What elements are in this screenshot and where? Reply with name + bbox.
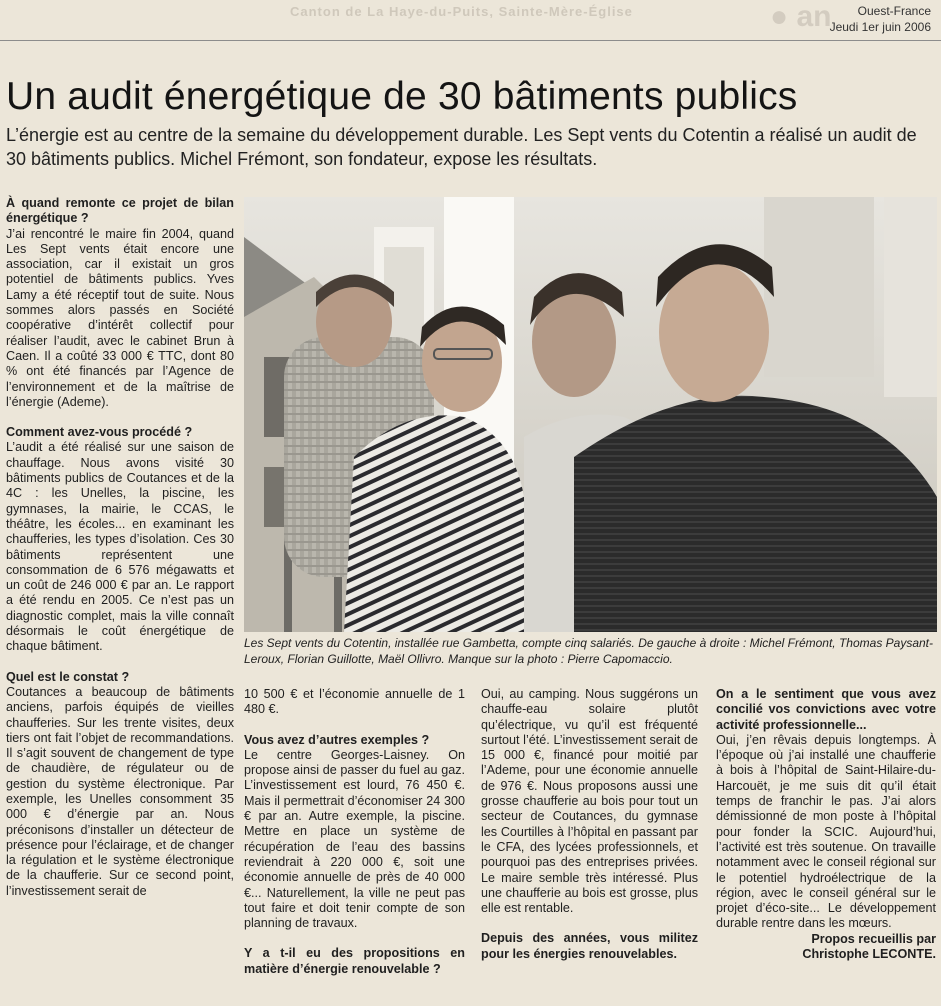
answer: Oui, j’en rêvais depuis longtemps. À l’époque où j’ai installé une chaufferie à bois à l’hôpital de Saint-Hilaire-du-Harcouët, je me suis dit qu’il était temps de franchir le pas. J’ai alors démissionné de mon poste à l’hôpital pour fonder la SCIC. Aujourd’hui, l’activité est très soutenue. On travaille notamment avec le conseil régional sur le potentiel hydroélectrique de la région, avec le conseil général sur le projet d’éco-site... Le développement durable rentre dans les mœurs.	[716, 732, 936, 931]
byline-author: Christophe LECONTE.	[802, 947, 936, 962]
answer: 10 500 € et l’économie annuelle de 1 480 €.	[244, 687, 465, 717]
header-rule	[0, 40, 941, 41]
issue-date: Jeudi 1er juin 2006	[829, 20, 931, 34]
answer: L’audit a été réalisé sur une saison de chauffage. Nous avons visité 30 bâtiments publics de Coutances et de la 4C : les Unelles, la piscine, les gymnases, la mairie, le CCAS, le théâtre, les écoles... en examinant les chaufferies, les types d’isolation. Ces 30 bâtiments représentent une consommation de 6 576 mégawatts et un coût de 246 000 € par an. Le rapport a été rendu en 2005. Ce n’est pas un diagnostic complet, mais la ville connaît désormais le coût énergétique de chaque bâtiment.	[6, 440, 234, 654]
question: Comment avez-vous procédé ?	[6, 425, 193, 440]
page-header	[830, 3, 931, 35]
newspaper-name: Ouest-France	[857, 4, 931, 18]
bleed-through-logo: ● an	[770, 0, 832, 33]
question: À quand remonte ce projet de bilan énergétique ?	[6, 196, 234, 226]
byline-prefix: Propos recueillis par	[811, 931, 936, 946]
bleed-through-text: Canton de La Haye-du-Puits, Sainte-Mère-Église	[290, 4, 633, 19]
article-column-4	[716, 687, 936, 962]
answer: Le centre Georges-Laisney. On propose ainsi de passer du fuel au gaz. L’investissement est lourd, 76 450 €. Mais il permettrait d’économiser 24 300 € par an. Autre exemple, la piscine. Mettre en place un système de récupération de l’eau des bassins reviendrait à 220 000 €, soit une économie annuelle de près de 40 000 €... Naturellement, la ville ne peut pas tout faire et doit tenir compte de son planning de travaux.	[244, 747, 465, 931]
answer: J’ai rencontré le maire fin 2004, quand Les Sept vents était encore une association, car il existait un gros potentiel de bâtiments publics. Yves Lamy a été réceptif tout de suite. Nous sommes alors passés en Société coopérative d’intérêt collectif pour réaliser l’audit, avec le cabinet Brun à Caen. Il a coûté 33 000 € TTC, dont 80 % ont été financés par l’Agence de l’environnement et de la maîtrise de l’énergie (Ademe).	[6, 226, 234, 409]
question: On a le sentiment que vous avez concilié vos convictions avec votre activité professionnelle...	[716, 687, 936, 732]
question: Vous avez d’autres exemples ?	[244, 732, 430, 747]
photo-caption: Les Sept vents du Cotentin, installée rue Gambetta, compte cinq salariés. De gauche à droite : Michel Frémont, Thomas Paysant-Leroux, Florian Guillotte, Maël Ollivro. Manque sur la photo : Pierre Capomaccio.	[244, 636, 934, 666]
answer: Coutances a beaucoup de bâtiments anciens, parfois équipés de vieilles chaufferies. Sur les trente visites, deux tiers ont fait l’objet de recommandations. Il s’agit souvent de changement de type de chaudière, de régulateur ou de gestion du système électronique. Par exemple, les Unelles consomment 35 000 € d’énergie par an. Nous préconisons d’installer un détecteur de présence pour l’éclairage, et de changer la régulation et le système électronique de la chaufferie. Sur ce second point, l’investissement serait de	[6, 684, 234, 898]
question: Y a t-il eu des propositions en matière d’énergie renouvelable ?	[244, 946, 465, 976]
question: Depuis des années, vous militez pour les énergies renouvelables.	[481, 931, 698, 961]
article-column-2	[244, 687, 465, 977]
photo-illustration	[244, 197, 937, 632]
answer: Oui, au camping. Nous suggérons un chauffe-eau solaire plutôt qu’électrique, vu qu’il est fréquenté surtout l’été. L’investissement serait de 15 000 €, financé pour moitié par l’Ademe, pour une économie annuelle de 976 €. Nous proposons aussi une grosse chaufferie au bois pour tout un secteur de Coutances, du gymnase les Courtilles à l’hôpital en passant par le CFA, des lycées professionnels, et pourquoi pas des entreprises privées. Le maire semble très intéressé. Plus une chaufferie au bois est grosse, plus elle est rentable.	[481, 687, 698, 916]
article-column-1	[6, 196, 234, 899]
standfirst: L’énergie est au centre de la semaine du développement durable. Les Sept vents du Cotentin a réalisé un audit de 30 bâtiments publics. Michel Frémont, son fondateur, expose les résultats.	[6, 125, 917, 169]
question: Quel est le constat ?	[6, 669, 130, 684]
article-column-3	[481, 687, 698, 962]
headline: Un audit énergétique de 30 bâtiments publics	[6, 75, 798, 118]
group-photo	[244, 197, 937, 632]
